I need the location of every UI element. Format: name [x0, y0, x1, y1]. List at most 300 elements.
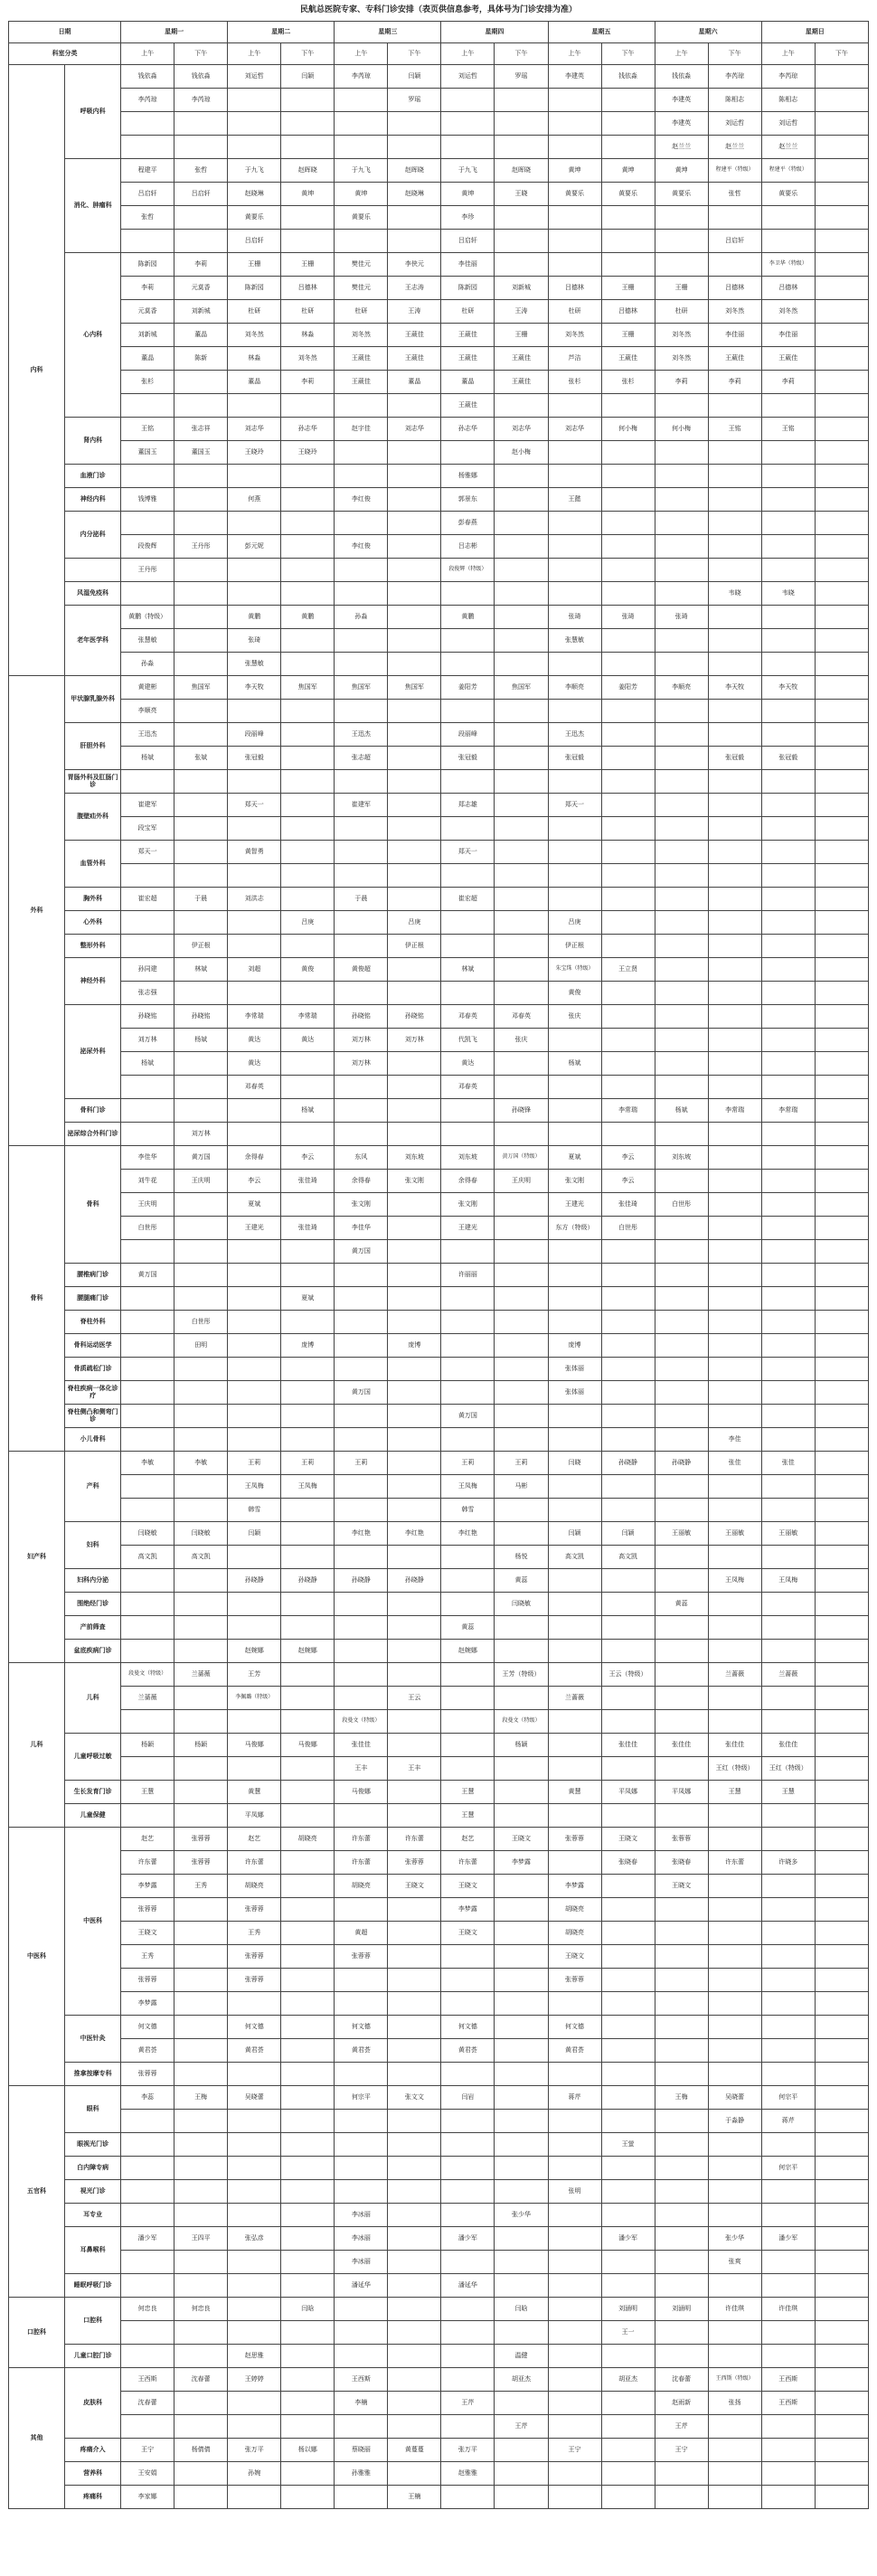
doctor-cell: 孙婉 — [228, 2462, 281, 2486]
doctor-cell: 董晶 — [174, 324, 228, 347]
doctor-cell — [601, 1922, 655, 1945]
doctor-cell — [174, 2110, 228, 2133]
doctor-cell — [174, 2274, 228, 2298]
doctor-cell — [708, 606, 761, 629]
doctor-cell — [761, 206, 815, 230]
doctor-cell — [548, 512, 601, 535]
schedule-row — [9, 1781, 869, 1804]
doctor-cell — [655, 2321, 708, 2345]
doctor-cell — [335, 1311, 388, 1334]
doctor-cell: 庞博 — [548, 1334, 601, 1358]
doctor-cell — [121, 136, 174, 159]
doctor-cell: 孙淼 — [335, 606, 388, 629]
doctor-cell — [228, 817, 281, 841]
doctor-cell — [601, 230, 655, 253]
doctor-cell: 李冰丽 — [335, 2227, 388, 2251]
doctor-cell — [495, 2439, 548, 2462]
schedule-row — [9, 1334, 869, 1358]
doctor-cell — [655, 394, 708, 418]
doctor-cell: 王丹彤 — [174, 535, 228, 559]
doctor-cell — [601, 700, 655, 723]
doctor-cell — [495, 2462, 548, 2486]
doctor-cell — [228, 2180, 281, 2204]
doctor-cell — [441, 112, 495, 136]
doctor-cell — [601, 747, 655, 770]
doctor-cell — [228, 700, 281, 723]
doctor-cell: 李佳华 — [121, 1146, 174, 1170]
doctor-cell — [815, 1217, 868, 1240]
doctor-cell — [335, 629, 388, 653]
doctor-cell — [655, 1428, 708, 1452]
doctor-cell: 段俊辉 — [121, 535, 174, 559]
doctor-cell — [548, 2204, 601, 2227]
schedule-row — [9, 1757, 869, 1781]
doctor-cell — [281, 1193, 335, 1217]
doctor-cell — [441, 1593, 495, 1616]
schedule-row — [9, 770, 869, 794]
department-name: 外科 — [9, 676, 65, 1146]
doctor-cell — [815, 1311, 868, 1334]
doctor-cell — [761, 1992, 815, 2016]
doctor-cell — [815, 1663, 868, 1687]
doctor-cell: 李楠 — [335, 2392, 388, 2415]
doctor-cell — [815, 2321, 868, 2345]
doctor-cell — [281, 1264, 335, 1287]
doctor-cell — [548, 1757, 601, 1781]
doctor-cell — [335, 935, 388, 958]
doctor-cell — [655, 770, 708, 794]
doctor-cell: 郑天一 — [121, 841, 174, 864]
doctor-cell — [335, 1687, 388, 1710]
doctor-cell — [601, 1875, 655, 1898]
doctor-cell — [761, 488, 815, 512]
doctor-cell — [388, 1992, 441, 2016]
doctor-cell: 温健 — [495, 2345, 548, 2368]
doctor-cell — [548, 841, 601, 864]
doctor-cell — [335, 512, 388, 535]
doctor-cell — [441, 2415, 495, 2439]
doctor-cell — [601, 794, 655, 817]
doctor-cell — [708, 1945, 761, 1969]
doctor-cell — [708, 911, 761, 935]
doctor-cell: 李家娜 — [121, 2486, 174, 2509]
doctor-cell — [761, 2486, 815, 2509]
doctor-cell — [441, 1546, 495, 1569]
doctor-cell — [388, 2251, 441, 2274]
doctor-cell: 王楠 — [388, 2486, 441, 2509]
doctor-cell — [281, 1898, 335, 1922]
schedule-row — [9, 2462, 869, 2486]
doctor-cell: 兰蔷薇 — [708, 1663, 761, 1687]
doctor-cell — [708, 1875, 761, 1898]
doctor-cell — [815, 2204, 868, 2227]
doctor-cell — [388, 1969, 441, 1992]
doctor-cell — [495, 935, 548, 958]
doctor-cell — [815, 1875, 868, 1898]
subdepartment-name: 儿科 — [65, 1663, 121, 1734]
doctor-cell — [174, 1475, 228, 1499]
doctor-cell — [548, 1992, 601, 2016]
doctor-cell — [815, 2486, 868, 2509]
schedule-row — [9, 982, 869, 1005]
doctor-cell — [601, 1358, 655, 1381]
doctor-cell: 兰蔷薇 — [121, 1687, 174, 1710]
doctor-cell — [655, 1264, 708, 1287]
doctor-cell — [815, 676, 868, 700]
doctor-cell: 张蓉蓉 — [335, 1945, 388, 1969]
doctor-cell: 郑天一 — [548, 794, 601, 817]
doctor-cell: 李莉 — [761, 371, 815, 394]
doctor-cell — [761, 1170, 815, 1193]
doctor-cell: 张佳琦 — [281, 1217, 335, 1240]
subdepartment-name: 脊柱外科 — [65, 1311, 121, 1334]
doctor-cell — [655, 1217, 708, 1240]
doctor-cell — [548, 2415, 601, 2439]
doctor-cell: 崔宏超 — [121, 888, 174, 911]
doctor-cell — [281, 1240, 335, 1264]
doctor-cell — [174, 1052, 228, 1076]
doctor-cell: 王葳佳 — [441, 324, 495, 347]
doctor-cell — [121, 2204, 174, 2227]
doctor-cell — [815, 206, 868, 230]
doctor-cell: 潘延华 — [441, 2274, 495, 2298]
doctor-cell: 李红俊 — [335, 535, 388, 559]
doctor-cell — [815, 253, 868, 277]
doctor-cell — [815, 1898, 868, 1922]
am-label: 上午 — [548, 43, 601, 65]
doctor-cell — [815, 65, 868, 89]
doctor-cell — [815, 535, 868, 559]
schedule-row — [9, 1005, 869, 1029]
doctor-cell — [548, 2274, 601, 2298]
doctor-cell — [441, 136, 495, 159]
doctor-cell — [228, 2298, 281, 2321]
doctor-cell: 黄君荟 — [228, 2039, 281, 2063]
doctor-cell: 许东蕾 — [121, 1851, 174, 1875]
doctor-cell — [495, 1052, 548, 1076]
doctor-cell — [121, 1640, 174, 1663]
doctor-cell — [708, 1710, 761, 1734]
doctor-cell: 姜阳芳 — [601, 676, 655, 700]
doctor-cell — [121, 864, 174, 888]
doctor-cell: 钱依淼 — [601, 65, 655, 89]
pm-label: 下午 — [388, 43, 441, 65]
doctor-cell: 张志强 — [121, 982, 174, 1005]
am-label: 上午 — [121, 43, 174, 65]
doctor-cell — [281, 89, 335, 112]
subdepartment-name: 疼痛科 — [65, 2486, 121, 2509]
schedule-row — [9, 136, 869, 159]
doctor-cell — [601, 1992, 655, 2016]
doctor-cell: 许丽丽 — [441, 1264, 495, 1287]
subdepartment-name: 视光门诊 — [65, 2180, 121, 2204]
doctor-cell — [174, 2133, 228, 2157]
doctor-cell — [815, 394, 868, 418]
doctor-cell: 刘冬然 — [335, 324, 388, 347]
doctor-cell — [174, 559, 228, 582]
doctor-cell: 闫晓敏 — [174, 1522, 228, 1546]
doctor-cell: 张文刚 — [335, 1193, 388, 1217]
doctor-cell: 崔建军 — [335, 794, 388, 817]
doctor-cell — [601, 653, 655, 676]
doctor-cell — [174, 1992, 228, 2016]
doctor-cell — [388, 1616, 441, 1640]
doctor-cell — [228, 582, 281, 606]
doctor-cell: 刘志华 — [228, 418, 281, 441]
doctor-cell — [815, 1381, 868, 1405]
doctor-cell — [761, 1828, 815, 1851]
doctor-cell — [335, 2415, 388, 2439]
doctor-cell — [121, 2321, 174, 2345]
doctor-cell: 林斌 — [441, 958, 495, 982]
doctor-cell — [441, 2110, 495, 2133]
doctor-cell — [335, 1334, 388, 1358]
doctor-cell: 杜研 — [548, 300, 601, 324]
schedule-row — [9, 1123, 869, 1146]
doctor-cell — [815, 230, 868, 253]
doctor-cell: 夏斌 — [281, 1287, 335, 1311]
schedule-row — [9, 582, 869, 606]
doctor-cell — [815, 1029, 868, 1052]
doctor-cell — [495, 2321, 548, 2345]
doctor-cell — [761, 1945, 815, 1969]
doctor-cell — [335, 112, 388, 136]
doctor-cell — [548, 1099, 601, 1123]
subdepartment-name: 骨科 — [65, 1146, 121, 1264]
doctor-cell — [495, 2086, 548, 2110]
doctor-cell — [281, 1522, 335, 1546]
doctor-cell — [815, 1593, 868, 1616]
doctor-cell: 李梦露 — [548, 1875, 601, 1898]
doctor-cell: 沈春蕾 — [121, 2392, 174, 2415]
doctor-cell — [228, 2415, 281, 2439]
doctor-cell — [174, 2392, 228, 2415]
doctor-cell — [495, 465, 548, 488]
doctor-cell: 段曼文（特级） — [121, 1663, 174, 1687]
doctor-cell — [495, 394, 548, 418]
doctor-cell: 刘新城 — [121, 324, 174, 347]
doctor-cell — [495, 1193, 548, 1217]
doctor-cell — [601, 465, 655, 488]
doctor-cell: 李莉 — [121, 277, 174, 300]
subdepartment-name: 推拿按摩专科 — [65, 2063, 121, 2086]
doctor-cell: 王莉 — [495, 1452, 548, 1475]
doctor-cell — [495, 770, 548, 794]
subdepartment-name: 心内科 — [65, 253, 121, 418]
doctor-cell — [174, 136, 228, 159]
doctor-cell — [655, 488, 708, 512]
doctor-cell — [655, 1311, 708, 1334]
doctor-cell: 刘超 — [228, 958, 281, 982]
doctor-cell: 吕启轩 — [228, 230, 281, 253]
doctor-cell: 赵兰兰 — [761, 136, 815, 159]
doctor-cell: 黄慧 — [548, 1781, 601, 1804]
subdepartment-name: 疼痛介入 — [65, 2439, 121, 2462]
doctor-cell — [815, 2462, 868, 2486]
doctor-cell: 蒋芹 — [548, 2086, 601, 2110]
schedule-row — [9, 888, 869, 911]
doctor-cell: 张琦 — [655, 606, 708, 629]
doctor-cell — [601, 982, 655, 1005]
doctor-cell: 黄要乐 — [761, 183, 815, 206]
doctor-cell — [281, 2039, 335, 2063]
schedule-row — [9, 230, 869, 253]
schedule-row — [9, 441, 869, 465]
doctor-cell — [335, 89, 388, 112]
doctor-cell: 马俊娜 — [281, 1734, 335, 1757]
doctor-cell — [281, 629, 335, 653]
doctor-cell: 吴晓蕾 — [228, 2086, 281, 2110]
doctor-cell: 于晨 — [335, 888, 388, 911]
doctor-cell — [388, 2227, 441, 2251]
doctor-cell: 董国玉 — [174, 441, 228, 465]
doctor-cell: 王建光 — [228, 1217, 281, 1240]
schedule-row — [9, 794, 869, 817]
doctor-cell — [708, 817, 761, 841]
doctor-cell — [548, 2227, 601, 2251]
doctor-cell: 兰蔷薇 — [761, 1663, 815, 1687]
doctor-cell: 杨斌 — [281, 1099, 335, 1123]
doctor-cell — [655, 1663, 708, 1687]
doctor-cell: 张体丽 — [548, 1358, 601, 1381]
doctor-cell — [335, 441, 388, 465]
doctor-cell — [441, 982, 495, 1005]
doctor-cell — [174, 582, 228, 606]
doctor-cell — [708, 1992, 761, 2016]
page-title: 民航总医院专家、专科门诊安排（表页供信息参考，具体号为门诊安排为准） — [299, 5, 577, 14]
doctor-cell — [335, 1992, 388, 2016]
doctor-cell — [388, 1240, 441, 1264]
subdepartment-name: 呼吸内科 — [65, 65, 121, 159]
doctor-cell: 王晓文 — [388, 1875, 441, 1898]
doctor-cell — [708, 958, 761, 982]
doctor-cell — [388, 206, 441, 230]
doctor-cell — [761, 1499, 815, 1522]
doctor-cell: 黄要乐 — [335, 206, 388, 230]
doctor-cell — [121, 465, 174, 488]
schedule-row — [9, 112, 869, 136]
doctor-cell: 王志涛 — [388, 277, 441, 300]
doctor-cell — [548, 2368, 601, 2392]
doctor-cell — [174, 2321, 228, 2345]
doctor-cell: 陈相志 — [761, 89, 815, 112]
doctor-cell: 于九飞 — [335, 159, 388, 183]
doctor-cell: 黄俊 — [548, 982, 601, 1005]
doctor-cell — [761, 653, 815, 676]
doctor-cell — [708, 1381, 761, 1405]
doctor-cell: 王铭 — [761, 418, 815, 441]
doctor-cell — [174, 1710, 228, 1734]
doctor-cell — [708, 888, 761, 911]
doctor-cell — [495, 1757, 548, 1781]
doctor-cell: 王晓文 — [121, 1922, 174, 1945]
schedule-row — [9, 2039, 869, 2063]
doctor-cell — [815, 1851, 868, 1875]
doctor-cell: 王西斯 — [121, 2368, 174, 2392]
doctor-cell — [388, 864, 441, 888]
doctor-cell — [815, 2368, 868, 2392]
doctor-cell — [708, 488, 761, 512]
doctor-cell — [228, 911, 281, 935]
doctor-cell — [708, 2204, 761, 2227]
doctor-cell — [601, 136, 655, 159]
doctor-cell — [174, 465, 228, 488]
pm-label: 下午 — [815, 43, 868, 65]
doctor-cell — [281, 1992, 335, 2016]
doctor-cell — [761, 230, 815, 253]
doctor-cell — [601, 2063, 655, 2086]
doctor-cell: 田明 — [174, 1334, 228, 1358]
doctor-cell — [601, 488, 655, 512]
subdepartment-name: 甲状腺乳腺外科 — [65, 676, 121, 723]
doctor-cell: 黄达 — [228, 1052, 281, 1076]
doctor-cell — [281, 1851, 335, 1875]
doctor-cell — [655, 1076, 708, 1099]
doctor-cell — [655, 2063, 708, 2086]
doctor-cell — [281, 1593, 335, 1616]
schedule-row — [9, 2298, 869, 2321]
header-row-days — [9, 22, 869, 43]
doctor-cell — [174, 512, 228, 535]
doctor-cell: 李云 — [601, 1170, 655, 1193]
doctor-cell — [335, 2133, 388, 2157]
doctor-cell: 李梦露 — [121, 1875, 174, 1898]
doctor-cell: 李建英 — [655, 89, 708, 112]
subdepartment-name: 儿童呼吸过敏 — [65, 1734, 121, 1781]
doctor-cell — [548, 1804, 601, 1828]
doctor-cell — [281, 1358, 335, 1381]
doctor-cell: 王懿 — [548, 488, 601, 512]
doctor-cell: 白世彤 — [121, 1217, 174, 1240]
doctor-cell — [708, 559, 761, 582]
doctor-cell: 黄万国 — [335, 1381, 388, 1405]
doctor-cell — [281, 2462, 335, 2486]
doctor-cell — [655, 1969, 708, 1992]
schedule-row — [9, 1687, 869, 1710]
doctor-cell: 刘冬然 — [281, 347, 335, 371]
doctor-cell — [655, 935, 708, 958]
doctor-cell: 杨斌 — [121, 747, 174, 770]
doctor-cell — [708, 2039, 761, 2063]
doctor-cell — [335, 911, 388, 935]
doctor-cell — [121, 2274, 174, 2298]
doctor-cell — [388, 2063, 441, 2086]
doctor-cell — [174, 2039, 228, 2063]
schedule-row — [9, 935, 869, 958]
doctor-cell — [655, 653, 708, 676]
doctor-cell: 程建平（特级） — [761, 159, 815, 183]
doctor-cell — [121, 582, 174, 606]
doctor-cell — [708, 2180, 761, 2204]
schedule-row — [9, 911, 869, 935]
doctor-cell — [655, 1358, 708, 1381]
doctor-cell — [228, 2392, 281, 2415]
doctor-cell: 李敏 — [174, 1452, 228, 1475]
doctor-cell — [815, 1099, 868, 1123]
doctor-cell: 张冠毅 — [708, 747, 761, 770]
doctor-cell — [548, 1405, 601, 1428]
doctor-cell — [601, 1804, 655, 1828]
schedule-row — [9, 2204, 869, 2227]
subdepartment-name: 白内障专病 — [65, 2157, 121, 2180]
subdepartment-name: 肝胆外科 — [65, 723, 121, 770]
doctor-cell: 李侠元 — [388, 253, 441, 277]
doctor-cell — [121, 1334, 174, 1358]
doctor-cell: 张琦 — [228, 629, 281, 653]
pm-label: 下午 — [281, 43, 335, 65]
doctor-cell: 赵兰兰 — [708, 136, 761, 159]
doctor-cell — [174, 794, 228, 817]
